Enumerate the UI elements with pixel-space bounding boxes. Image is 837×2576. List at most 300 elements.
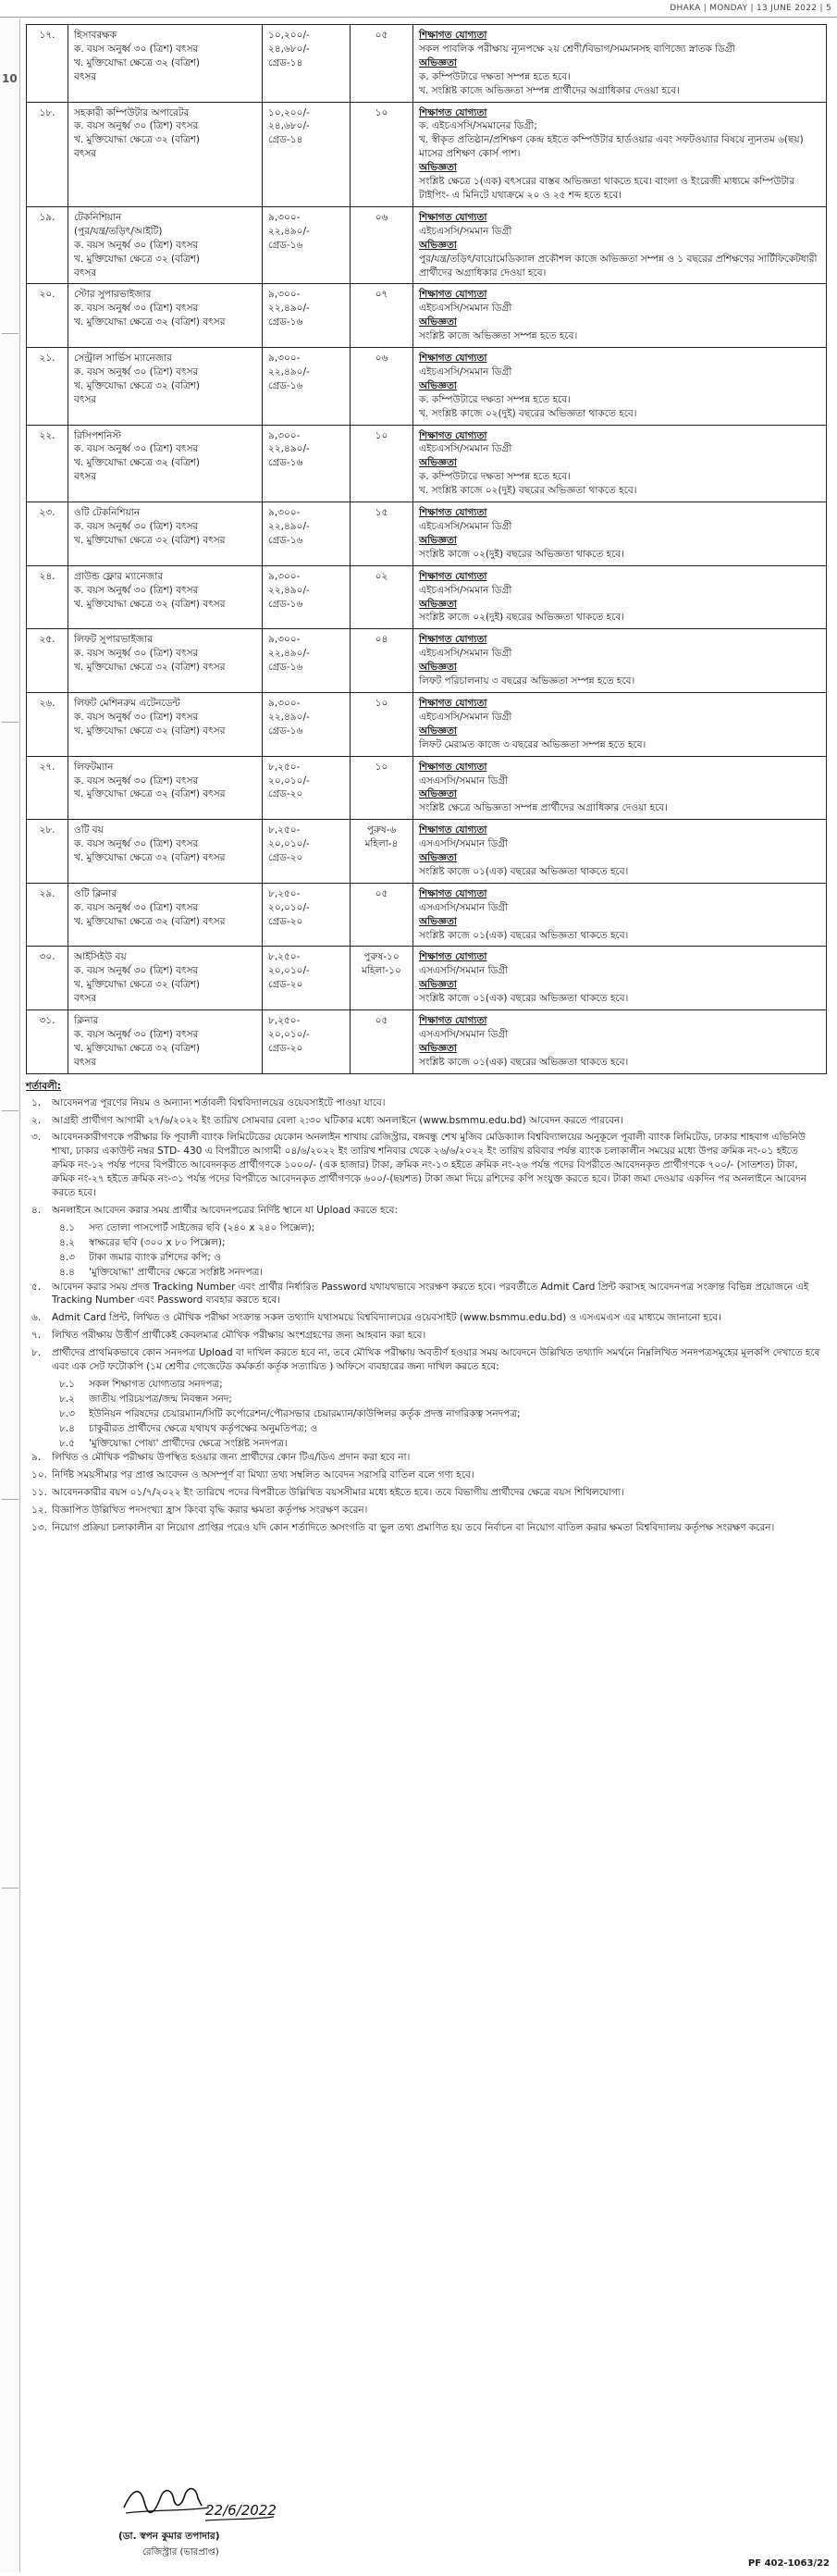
cell-line: গ্রেড-১৬ xyxy=(268,598,303,610)
condition-number: ৭. xyxy=(31,1330,42,1342)
post-cell xyxy=(68,947,263,1010)
cell-line: এইচএসসি/সমমান ডিগ্রী xyxy=(419,584,512,596)
edge-fragment-mark: 10 xyxy=(2,72,18,85)
condition-text: আবেদনপত্র পূরণের নিয়ম ও অন্যান্য শর্তাবলী বিশ্ববিদ্যালয়ের ওয়েবসাইটে পাওয়া যাবে। xyxy=(52,1096,386,1108)
cell-line: স্টোর সুপারভাইজার xyxy=(74,289,152,301)
qualification-cell xyxy=(413,206,827,284)
cell-line: এইচএসসি/সমমান ডিগ্রী xyxy=(419,711,512,723)
serial-cell: ২০. xyxy=(27,284,68,348)
conditions-list xyxy=(26,1096,826,1535)
cell-line: শিক্ষাগত যোগ্যতা xyxy=(419,887,487,899)
cell-line: বৎসর xyxy=(74,393,97,405)
post-count-cell: ১০ xyxy=(351,756,413,820)
subitem-number: ৮.১ xyxy=(59,1378,75,1390)
condition-text: আবেদন করার সময় প্রদত্ত Tracking Number এবং প্রার্থীর নির্ধারিত Password যথাযথভাবে সংরক্ষণ করতে হবে। পরবর্তীতে Admit Card প্রিন্ট করাসহ আবেদনপত্র সংক্রান্ত বিভিন্ন প্রয়োজনে এই Tracking Number এবং Password ব্যবহার করতে হবে। xyxy=(52,1281,809,1307)
cell-line: ক. কম্পিউটারে দক্ষতা সম্পন্ন হতে হবে। xyxy=(419,471,571,483)
post-count-cell: পুরুষ-১০ মহিলা-১০ xyxy=(351,947,413,1010)
condition-number: ১. xyxy=(31,1096,42,1108)
qualification-cell xyxy=(413,502,827,566)
cell-line: খ. মুক্তিযোদ্ধা ক্ষেত্রে ৩২ (বত্রিশ) বৎসর xyxy=(74,316,226,328)
cell-line: ২০,০১০/- xyxy=(268,1029,310,1040)
signer-name: (ডা. স্বপন কুমার তপাদার) xyxy=(118,2531,220,2542)
post-count-cell: ১০ xyxy=(351,692,413,756)
cell-line: এসএসসি/সমমান ডিগ্রী xyxy=(419,838,509,850)
cell-line: লিফটম্যান xyxy=(74,761,114,773)
cell-line: এসএসসি/সমমান ডিগ্রী xyxy=(419,774,509,786)
cell-line: ২২,৪৯০/- xyxy=(268,648,310,660)
table-row xyxy=(27,947,827,1010)
cell-line: শিক্ষাগত যোগ্যতা xyxy=(419,429,487,441)
cell-line: ক. বয়স অনুর্ধ্ব ৩০ (ত্রিশ) বৎসর xyxy=(74,239,199,251)
qualification-cell xyxy=(413,348,827,426)
condition-subitem xyxy=(26,1236,826,1250)
cell-line: ৯,৩০০- xyxy=(268,289,301,301)
cell-line: ১০,২০০/- xyxy=(268,106,310,118)
cell-line: ক. বয়স অনুর্ধ্ব ৩০ (ত্রিশ) বৎসর xyxy=(74,365,199,378)
pay-scale-cell xyxy=(263,692,351,756)
condition-item xyxy=(26,1521,826,1535)
pay-scale-cell xyxy=(263,629,351,693)
cell-line: ৯,৩০০- xyxy=(268,570,301,582)
subitem-number: ৮.৩ xyxy=(59,1407,75,1419)
cell-line: ৮,২৫০- xyxy=(268,824,301,836)
serial-cell: ২২. xyxy=(27,425,68,502)
condition-subitem xyxy=(26,1221,826,1235)
cell-line: ২০,০১০/- xyxy=(268,965,310,977)
table-row xyxy=(27,284,827,348)
edge-rule xyxy=(2,1499,18,1500)
table-row xyxy=(27,25,827,103)
cell-line: খ. সংশ্লিষ্ট কাজে ০২(দুই) বছরের অভিজ্ঞতা থাকতে হবে। xyxy=(419,407,637,419)
condition-number: ৫. xyxy=(31,1281,42,1293)
cell-line: সকল পাবলিক পরীক্ষায় ন্যূনপক্ষে ২য় শ্রেণী/বিভাগ/সমমানসহ বাণিজ্যে স্নাতক ডিগ্রী xyxy=(419,43,735,55)
cell-line: টেকনিশিয়ান xyxy=(74,211,122,223)
pay-scale-cell xyxy=(263,565,351,629)
cell-line: (পুর/যন্ত্র/তড়িৎ/আইটি) xyxy=(74,225,163,237)
qualification-cell xyxy=(413,565,827,629)
condition-item xyxy=(26,1114,826,1128)
cell-line: ২২,৪৯০/- xyxy=(268,303,310,315)
table-row xyxy=(27,348,827,426)
qualification-cell xyxy=(413,425,827,502)
cell-line: ২২,৪৯০/- xyxy=(268,711,310,723)
subitem-number: ৮.৪ xyxy=(59,1422,75,1434)
cell-line: খ. মুক্তিযোদ্ধা ক্ষেত্রে ৩২ (বত্রিশ) xyxy=(74,979,200,991)
post-count-cell: ০৫ xyxy=(351,25,413,103)
condition-subitem xyxy=(26,1422,826,1436)
pay-scale-cell xyxy=(263,206,351,284)
cell-line: বৎসর xyxy=(74,471,97,483)
cell-line: বৎসর xyxy=(74,148,97,160)
subitem-text: 'মুক্তিযোদ্ধা পোষ্য' প্রার্থীদের ক্ষেত্রে সংশ্লিষ্ট সনদপত্র। xyxy=(89,1437,288,1449)
cell-line: গ্রেড-২০ xyxy=(268,788,303,800)
cell-line: ৮,২৫০- xyxy=(268,887,301,899)
signer-title: রেজিস্ট্রার (ভারপ্রাপ্ত) xyxy=(142,2547,219,2557)
header-text: DHAKA | MONDAY | 13 JUNE 2022 | 5 xyxy=(670,4,831,13)
post-count-cell: ০৬ xyxy=(351,206,413,284)
pay-scale-cell xyxy=(263,1010,351,1074)
cell-line: গ্রেড-২০ xyxy=(268,1042,303,1054)
subitem-text: ইউনিয়ন পরিষদের চেয়ারম্যান/সিটি কর্পোরেশন/পৌরসভার চেয়ারম্যান/কাউন্সিলর কর্তৃক প্রদত্ত নাগরিকত্ব সনদপত্র; xyxy=(89,1407,521,1419)
cell-line: খ. মুক্তিযোদ্ধা ক্ষেত্রে ৩২ (বত্রিশ) বৎসর xyxy=(74,852,226,864)
condition-text: নিয়োগ প্রক্রিয়া চলাকালীন বা নিয়োগ প্রাপ্তির পরেও যদি কোন শর্তাদিতে অসংগতি বা ভুল তথ্য প্রমাণিত হয় তবে নির্বাচন বা নিয়োগ বাতিল করার ক্ষমতা বিশ্ববিদ্যালয় কর্তৃপক্ষ সংরক্ষণ করেন। xyxy=(52,1522,775,1534)
subitem-number: ৮.২ xyxy=(59,1393,75,1405)
qualification-cell xyxy=(413,102,827,206)
condition-item xyxy=(26,1468,826,1482)
serial-cell: ১৭. xyxy=(27,25,68,103)
condition-item xyxy=(26,1311,826,1325)
cell-line: শিক্ষাগত যোগ্যতা xyxy=(419,824,487,836)
handwritten-signature xyxy=(120,2480,277,2528)
serial-cell: ১৯. xyxy=(27,206,68,284)
table-row xyxy=(27,883,827,947)
cell-line: অভিজ্ঞতা xyxy=(419,598,457,610)
cell-line: শিক্ষাগত যোগ্যতা xyxy=(419,634,487,646)
subitem-text: সদ্য তোলা পাসপোর্ট সাইজের ছবি (২৪০ x ২৪০ পিক্সেল); xyxy=(89,1221,315,1233)
conditions-title: শর্তাবলী: xyxy=(26,1080,62,1092)
subitem-text: 'মুক্তিযোদ্ধা' প্রার্থীদের ক্ষেত্রে সংশ্লিষ্ট সনদপত্র। xyxy=(89,1266,264,1278)
subitem-number: ৪.৪ xyxy=(59,1266,75,1278)
condition-number: ৬. xyxy=(31,1312,42,1324)
cell-line: সংশ্লিষ্ট কাজে ০১(এক) বছরের অভিজ্ঞতা থাকতে হবে। xyxy=(419,1056,629,1068)
condition-subitem xyxy=(26,1437,826,1451)
cell-line: ক্লিনার xyxy=(74,1015,99,1027)
cell-line: ক. কম্পিউটারে দক্ষতা সম্পন্ন হতে হবে। xyxy=(419,393,571,405)
condition-number: ১২. xyxy=(31,1505,47,1517)
cell-line: এসএসসি/সমমান ডিগ্রী xyxy=(419,965,509,977)
cell-line: ক. বয়স অনুর্ধ্ব ৩০ (ত্রিশ) বৎসর xyxy=(74,120,199,132)
post-cell xyxy=(68,1010,263,1074)
cell-line: সহকারী কম্পিউটার অপারেটর xyxy=(74,106,190,118)
post-cell xyxy=(68,565,263,629)
cell-line: ৯,৩০০- xyxy=(268,697,301,709)
cell-line: সংশ্লিষ্ট কাজে অভিজ্ঞতা সম্পন্ন হতে হবে। xyxy=(419,330,578,342)
cell-line: গ্রেড-১৬ xyxy=(268,534,303,546)
post-count-cell: ০৪ xyxy=(351,629,413,693)
cell-line: খ. মুক্তিযোদ্ধা ক্ষেত্রে ৩২ (বত্রিশ) xyxy=(74,457,200,469)
cell-line: অভিজ্ঞতা xyxy=(419,724,457,737)
post-cell xyxy=(68,425,263,502)
cell-line: ক. বয়স অনুর্ধ্ব ৩০ (ত্রিশ) বৎসর xyxy=(74,838,199,850)
conditions-section xyxy=(26,1080,826,1535)
table-row xyxy=(27,629,827,693)
condition-subitem xyxy=(26,1407,826,1421)
condition-text: আগ্রহী প্রার্থীগণ আগামী ২৭/৬/২০২২ ইং তারিখ সোমবার বেলা ২:৩০ ঘটিকার মধ্যে অনলাইনে (www.bsmmu.edu.bd) আবেদন করতে পারবেন। xyxy=(52,1114,624,1126)
edge-rule xyxy=(2,1888,18,1889)
condition-number: ১১. xyxy=(31,1487,47,1499)
cell-line: অভিজ্ঞতা xyxy=(419,915,457,927)
subitem-text: সকল শিক্ষাগত যোগ্যতার সনদপত্র; xyxy=(89,1378,223,1390)
pay-scale-cell xyxy=(263,756,351,820)
qualification-cell xyxy=(413,284,827,348)
table-row xyxy=(27,425,827,502)
cell-line: সেন্ট্রাল সার্ভিস ম্যানেজার xyxy=(74,353,172,365)
cell-line: অভিজ্ঞতা xyxy=(419,457,457,469)
cell-line: ১০,২০০/- xyxy=(268,30,310,41)
cell-line: গ্রেড-২০ xyxy=(268,979,303,991)
serial-cell: ২৮. xyxy=(27,820,68,884)
condition-item xyxy=(26,1486,826,1500)
cell-line: খ. মুক্তিযোদ্ধা ক্ষেত্রে ৩২ (বত্রিশ) xyxy=(74,1042,200,1054)
cell-line: গ্রেড-১৬ xyxy=(268,457,303,469)
cell-line: পুর/যন্ত্র/তড়িৎ/বায়োমেডিক্যাল প্রকৌশল কাজে অভিজ্ঞতা সম্পন্ন ও ১ বছরের প্রশিক্ষণের সার্টিফিকেটধারী প্রার্থীদের অগ্রাধিকার দেওয়া হবে। xyxy=(419,253,818,279)
cell-line: আইসিইউ বয় xyxy=(74,951,127,963)
serial-cell: ৩০. xyxy=(27,947,68,1010)
condition-subitem xyxy=(26,1266,826,1280)
cell-line: গ্রেড-২০ xyxy=(268,915,303,927)
condition-text: Admit Card প্রিন্ট, লিখিত ও মৌখিক পরীক্ষা সংক্রান্ত সকল তথ্যাদি যথাসময়ে বিশ্ববিদ্যালয়ের ওয়েবসাইট (www.bsmmu.edu.bd) ও এসএমএস এর মাধ্যমে জানানো হবে। xyxy=(52,1312,721,1324)
cell-line: এইচএসসি/সমমান ডিগ্রী xyxy=(419,443,512,455)
cell-line: ক. বয়স অনুর্ধ্ব ৩০ (ত্রিশ) বৎসর xyxy=(74,521,199,532)
post-cell xyxy=(68,348,263,426)
serial-cell: ১৮. xyxy=(27,102,68,206)
qualification-cell xyxy=(413,820,827,884)
cell-line: ২০,০১০/- xyxy=(268,901,310,913)
cell-line: বৎসর xyxy=(74,1056,97,1068)
cell-line: বৎসর xyxy=(74,266,97,279)
table-row xyxy=(27,820,827,884)
cell-line: ক. বয়স অনুর্ধ্ব ৩০ (ত্রিশ) বৎসর xyxy=(74,43,199,55)
cell-line: ক. বয়স অনুর্ধ্ব ৩০ (ত্রিশ) বৎসর xyxy=(74,774,199,786)
post-count-cell: ০২ xyxy=(351,565,413,629)
condition-item xyxy=(26,1096,826,1110)
condition-text: বিজ্ঞাপিত উল্লিখিত পদসংখ্যা হ্রাস কিংবা বৃদ্ধি করার ক্ষমতা কর্তৃপক্ষ সংরক্ষণ করেন। xyxy=(52,1505,368,1517)
condition-number: ১০. xyxy=(31,1469,47,1481)
post-count-cell: ০৫ xyxy=(351,883,413,947)
condition-item xyxy=(26,1346,826,1374)
pay-scale-cell xyxy=(263,348,351,426)
post-cell xyxy=(68,284,263,348)
subitem-number: ৪.৩ xyxy=(59,1251,75,1263)
cell-line: অভিজ্ঞতা xyxy=(419,162,457,174)
condition-number: ১৩. xyxy=(31,1522,47,1534)
cell-line: শিক্ষাগত যোগ্যতা xyxy=(419,507,487,519)
cell-line: গ্রেড-১৪ xyxy=(268,56,303,68)
post-cell xyxy=(68,502,263,566)
cell-line: গ্রেড-২০ xyxy=(268,852,303,864)
serial-cell: ২৬. xyxy=(27,692,68,756)
pay-scale-cell xyxy=(263,284,351,348)
jobs-table-body xyxy=(27,25,827,1074)
cell-line: ক. কম্পিউটারে দক্ষতা সম্পন্ন হতে হবে। xyxy=(419,70,571,82)
serial-cell: ২৪. xyxy=(27,565,68,629)
subitem-number: ৪.২ xyxy=(59,1236,75,1248)
cell-line: ২২,৪৯০/- xyxy=(268,443,310,455)
post-cell xyxy=(68,629,263,693)
cell-line: ক. বয়স অনুর্ধ্ব ৩০ (ত্রিশ) বৎসর xyxy=(74,901,199,913)
table-row xyxy=(27,206,827,284)
condition-number: ৯. xyxy=(31,1452,42,1464)
subitem-number: ৮.৫ xyxy=(59,1437,75,1449)
condition-number: ৩. xyxy=(31,1132,42,1144)
table-row xyxy=(27,102,827,206)
cell-line: বৎসর xyxy=(74,993,97,1005)
cell-line: খ. মুক্তিযোদ্ধা ক্ষেত্রে ৩২ (বত্রিশ) বৎসর xyxy=(74,534,226,546)
pay-scale-cell xyxy=(263,883,351,947)
cell-line: শিক্ষাগত যোগ্যতা xyxy=(419,106,487,118)
cell-line: অভিজ্ঞতা xyxy=(419,56,457,68)
post-cell xyxy=(68,756,263,820)
cell-line: সংশ্লিষ্ট কাজে ০১(এক) বছরের অভিজ্ঞতা থাকতে হবে। xyxy=(419,993,629,1005)
pay-scale-cell xyxy=(263,502,351,566)
serial-cell: ৩১. xyxy=(27,1010,68,1074)
post-count-cell: ০৬ xyxy=(351,348,413,426)
pay-scale-cell xyxy=(263,25,351,103)
footer-code: PF 402-1063/22 xyxy=(747,2558,830,2569)
cell-line: ক. বয়স অনুর্ধ্ব ৩০ (ত্রিশ) বৎসর xyxy=(74,303,199,315)
qualification-cell xyxy=(413,756,827,820)
condition-text: অনলাইনে আবেদন করার সময় প্রার্থীর আবেদনপত্রের নির্দিষ্ট স্থানে যা Upload করতে হবে: xyxy=(52,1204,399,1216)
cell-line: সংশ্লিষ্ট কাজে ০২(দুই) বছরের অভিজ্ঞতা থাকতে হবে। xyxy=(419,548,624,560)
post-cell xyxy=(68,25,263,103)
notice-content xyxy=(26,24,826,1539)
pay-scale-cell xyxy=(263,425,351,502)
cell-line: শিক্ষাগত যোগ্যতা xyxy=(419,951,487,963)
cell-line: শিক্ষাগত যোগ্যতা xyxy=(419,211,487,223)
qualification-cell xyxy=(413,1010,827,1074)
cell-line: সংশ্লিষ্ট ক্ষেত্রে ১(এক) বৎসরের বাস্তব অভিজ্ঞতা থাকতে হবে। বাংলা ও ইংরেজী মাধ্যমে কম্পিউটার টাইপিং- এ মিনিটে যথাক্রমে ২০ ও ২৫ শব্দ হতে হবে। xyxy=(419,176,795,201)
cell-line: ২২,৪৯০/- xyxy=(268,225,310,237)
qualification-cell xyxy=(413,692,827,756)
subitem-text: জাতীয় পরিচয়পত্র/জন্ম নিবন্ধন সনদ; xyxy=(89,1393,232,1405)
pay-scale-cell xyxy=(263,820,351,884)
cell-line: ক. বয়স অনুর্ধ্ব ৩০ (ত্রিশ) বৎসর xyxy=(74,1029,199,1040)
table-row xyxy=(27,565,827,629)
table-row xyxy=(27,692,827,756)
serial-cell: ২৯. xyxy=(27,883,68,947)
cell-line: ২৪,৬৮০/- xyxy=(268,43,310,55)
condition-number: ৪. xyxy=(31,1204,42,1216)
cell-line: শিক্ষাগত যোগ্যতা xyxy=(419,289,487,301)
cell-line: লিফট মেরামত কাজে ৩ বছরের অভিজ্ঞতা সম্পন্ন হতে হবে। xyxy=(419,738,646,750)
cell-line: লিফট পরিচালনায় ৩ বছরের অভিজ্ঞতা সম্পন্ন হতে হবে। xyxy=(419,675,635,687)
condition-text: লিখিত পরীক্ষায় উত্তীর্ণ প্রার্থীকেই কেবলমাত্র মৌখিক পরীক্ষায় অংশগ্রহণের জন্য আহবান করা হবে। xyxy=(52,1330,426,1342)
cell-line: ক. এইচএসসি/সমমানের ডিগ্রী; xyxy=(419,120,537,132)
cell-line: অভিজ্ঞতা xyxy=(419,239,457,251)
cell-line: অভিজ্ঞতা xyxy=(419,534,457,546)
serial-cell: ২৭. xyxy=(27,756,68,820)
cell-line: ওটি বয় xyxy=(74,824,104,836)
subitem-number: ৪.১ xyxy=(59,1221,75,1233)
post-count-cell: ১০ xyxy=(351,102,413,206)
cell-line: এইচএসসি/সমমান ডিগ্রী xyxy=(419,303,512,315)
cell-line: ৮,২৫০- xyxy=(268,761,301,773)
cell-line: অভিজ্ঞতা xyxy=(419,979,457,991)
cell-line: গ্রেড-১৬ xyxy=(268,239,303,251)
cell-line: অভিজ্ঞতা xyxy=(419,1042,457,1054)
serial-cell: ২১. xyxy=(27,348,68,426)
condition-text: আবেদনকারীর বয়স ০১/৭/২০২২ ইং তারিখে পদের বিপরীতে উল্লিখিত বয়সসীমার মধ্যে হইতে হবে। তবে বিভাগীয় প্রার্থীদের ক্ষেত্রে বয়স শিথিলযোগ্য। xyxy=(52,1487,624,1499)
cell-line: ক. বয়স অনুর্ধ্ব ৩০ (ত্রিশ) বৎসর xyxy=(74,965,199,977)
pay-scale-cell xyxy=(263,947,351,1010)
cell-line: ওটি টেকনিশিয়ান xyxy=(74,507,141,519)
cell-line: অভিজ্ঞতা xyxy=(419,852,457,864)
subitem-text: স্বাক্ষরের ছবি (৩০০ x ৮০ পিক্সেল); xyxy=(89,1236,226,1248)
cell-line: খ. সংশ্লিষ্ট কাজে অভিজ্ঞতা সম্পন্ন প্রার্থীদের অগ্রাধিকার দেওয়া হবে। xyxy=(419,84,680,96)
edge-rule xyxy=(2,722,18,723)
cell-line: খ. মুক্তিযোদ্ধা ক্ষেত্রে ৩২ (বত্রিশ) বৎসর xyxy=(74,724,226,737)
condition-subitem xyxy=(26,1393,826,1406)
condition-item xyxy=(26,1131,826,1200)
cell-line: গ্রেড-১৬ xyxy=(268,662,303,674)
cell-line: গ্রেড-১৪ xyxy=(268,134,303,146)
condition-item xyxy=(26,1204,826,1218)
cell-line: শিক্ষাগত যোগ্যতা xyxy=(419,570,487,582)
subitem-text: টাকা জমার ব্যাংক রশিদের কপি; ও xyxy=(89,1251,221,1263)
pay-scale-cell xyxy=(263,102,351,206)
condition-number: ২. xyxy=(31,1114,42,1126)
cell-line: ৮,২৫০- xyxy=(268,951,301,963)
post-cell xyxy=(68,820,263,884)
jobs-table xyxy=(26,24,827,1074)
cell-line: গ্রেড-১৬ xyxy=(268,379,303,391)
cell-line: ক. বয়স অনুর্ধ্ব ৩০ (ত্রিশ) বৎসর xyxy=(74,443,199,455)
page-header xyxy=(0,0,837,19)
condition-item xyxy=(26,1329,826,1343)
edge-rule xyxy=(2,1110,18,1111)
cell-line: ২২,৪৯০/- xyxy=(268,365,310,378)
cell-line: এইচএসসি/সমমান ডিগ্রী xyxy=(419,521,512,532)
cell-line: ২০,০১০/- xyxy=(268,838,310,850)
left-edge-strip xyxy=(0,19,20,2572)
cell-line: লিফট সুপারভাইজার xyxy=(74,634,153,646)
post-count-cell: ০৫ xyxy=(351,1010,413,1074)
condition-item xyxy=(26,1504,826,1517)
cell-line: গ্রেড-১৬ xyxy=(268,316,303,328)
subitem-text: চাকুরীরত প্রার্থীদের ক্ষেত্রে যথাযথ কর্তৃপক্ষের অনুমতিপত্র; ও xyxy=(89,1422,318,1434)
cell-line: ৯,৩০০- xyxy=(268,353,301,365)
qualification-cell xyxy=(413,947,827,1010)
cell-line: শিক্ষাগত যোগ্যতা xyxy=(419,30,487,41)
cell-line: লিফট মেশিনরুম এটেনডেন্ট xyxy=(74,697,180,709)
cell-line: ৮,২৫০- xyxy=(268,1015,301,1027)
condition-subitem xyxy=(26,1251,826,1265)
condition-text: প্রার্থীদের প্রাথমিকভাবে কোন সনদপত্র Upload বা দাখিল করতে হবে না, তবে মৌখিক পরীক্ষায় অবতীর্ণ হওয়ার সময় আবেদনে উল্লিখিত তথ্যাদি সমর্থনে নিম্নলিখিত সনদপত্রসমূহের মূলকপি দেখাতে হবে এবং এক সেট ফটোকপি (১ম শ্রেণীর গেজেটেড কর্মকর্তা কর্তৃক সত্যায়িত ) অফিসে ব্যবহারের জন্য দাখিল করতে হবে: xyxy=(52,1347,820,1373)
cell-line: খ. মুক্তিযোদ্ধা ক্ষেত্রে ৩২ (বত্রিশ) xyxy=(74,379,200,391)
cell-line: খ. মুক্তিযোদ্ধা ক্ষেত্রে ৩২ (বত্রিশ) বৎসর xyxy=(74,598,226,610)
cell-line: ৯,৩০০- xyxy=(268,429,301,441)
cell-line: শিক্ষাগত যোগ্যতা xyxy=(419,697,487,709)
cell-line: গ্রেড-১৬ xyxy=(268,724,303,737)
signature-block xyxy=(109,2480,294,2567)
cell-line: খ. মুক্তিযোদ্ধা ক্ষেত্রে ৩২ (বত্রিশ) বৎসর xyxy=(74,915,226,927)
cell-line: শিক্ষাগত যোগ্যতা xyxy=(419,761,487,773)
cell-line: হিসাবরক্ষক xyxy=(74,30,117,41)
cell-line: ক. বয়স অনুর্ধ্ব ৩০ (ত্রিশ) বৎসর xyxy=(74,648,199,660)
cell-line: অভিজ্ঞতা xyxy=(419,316,457,328)
cell-line: ২২,৪৯০/- xyxy=(268,584,310,596)
post-count-cell: ০৭ xyxy=(351,284,413,348)
condition-text: নির্দিষ্ট সময়সীমার পর প্রাপ্ত আবেদন ও অসম্পূর্ণ বা মিথ্যা তথ্য সম্বলিত আবেদন সরাসরি বাতিল বলে গণ্য হবে। xyxy=(52,1469,474,1481)
condition-item xyxy=(26,1281,826,1308)
condition-text: আবেদনকারীগণকে পরীক্ষার ফি পূবালী ব্যাংক লিমিটেডের যেকোন অনলাইন শাখায় রেজিস্ট্রার, বঙ্গবন্ধু শেখ মুজিব মেডিক্যাল বিশ্ববিদ্যালয়ের অনুকূলে পূবালী ব্যাংক লিমিটেড, ঢাকার শাহবাগ এভিনিউ শাখা, ঢাকার একাউন্ট নম্বর STD- 430 এ বিপরীতে আগামী ০৪/৬/২০২২ ইং তারিখ শনিবার থেকে ২৬/৬/২০২২ ইং তারিখ রবিবার পর্যন্ত ব্যাংক চলাকালীন সময়ের মধ্যে উপর ক্রমিক নং-০১ হইতে ক্রমিক নং-১২ পর্যন্ত পদের বিপরীতে আবেদনকৃত প্রার্থীগণকে ১০০০/- (এক হাজার) টাকা, ক্রমিক নং-১৩ হইতে ক্রমিক নং-২৬ পর্যন্ত পদের বিপরীতে আবেদনকৃত প্রার্থীগণকে ৭০০/- (সাতশত) টাকা, ক্রমিক নং-২৭ হইতে ক্রমিক নং-৩১ পর্যন্ত পদের বিপরীতে আবেদনকৃত প্রার্থীগণকে ৬০০/-(ছয়শত) টাকা জমা দিয়ে রশিদের কপি সংযুক্ত করতে হবে। টাকা জমা দেওয়ার একদিন পর অনলাইনে আবেদন করতে হবে। xyxy=(52,1132,807,1199)
cell-line: সংশ্লিষ্ট কাজে ০১(এক) বছরের অভিজ্ঞতা থাকতে হবে। xyxy=(419,865,629,877)
cell-line: ২০,০১০/- xyxy=(268,774,310,786)
cell-line: ২৪,৬৮০/- xyxy=(268,120,310,132)
cell-line: ৯,৩০০- xyxy=(268,211,301,223)
post-count-cell: পুরুষ-৬ মহিলা-৪ xyxy=(351,820,413,884)
cell-line: ৯,৩০০- xyxy=(268,507,301,519)
cell-line: অভিজ্ঞতা xyxy=(419,379,457,391)
post-count-cell: ১৫ xyxy=(351,502,413,566)
serial-cell: ২৩. xyxy=(27,502,68,566)
header-rule xyxy=(0,17,837,18)
condition-item xyxy=(26,1451,826,1465)
cell-line: এইচএসসি/সমমান ডিগ্রী xyxy=(419,225,512,237)
table-row xyxy=(27,502,827,566)
cell-line: খ. সংশ্লিষ্ট কাজে ০২(দুই) বছরের অভিজ্ঞতা থাকতে হবে। xyxy=(419,485,637,497)
cell-line: গ্রাউন্ড ফ্লোর ম্যানেজার xyxy=(74,570,164,582)
